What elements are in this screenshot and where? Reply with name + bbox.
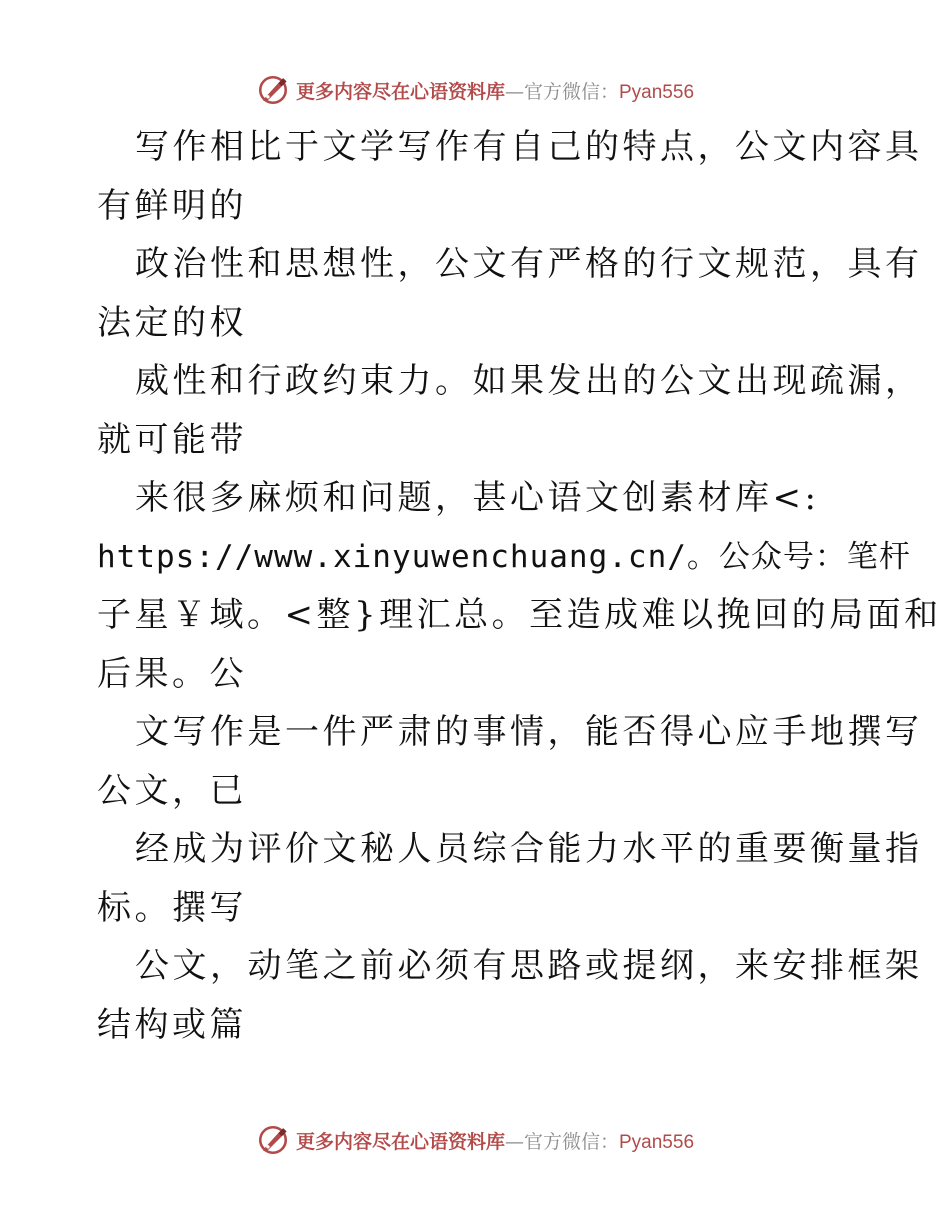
- text-line: 经成为评价文秘人员综合能力水平的重要衡量指: [135, 829, 923, 869]
- text-line: 写作相比于文学写作有自己的特点，公文内容具: [135, 127, 923, 167]
- text-line: 来很多麻烦和问题，甚心语文创素材库<:: [135, 478, 820, 518]
- pen-logo-icon: [256, 1123, 290, 1157]
- text-line: 标。撰写: [97, 887, 247, 928]
- text-line: 有鲜明的: [97, 185, 247, 226]
- watermark-text: [296, 1127, 694, 1154]
- text-line-url: https://www.xinyuwenchuang.cn/。公众号：笔杆: [97, 538, 911, 575]
- text-line: 后果。公: [97, 653, 247, 694]
- watermark-dash: —: [504, 80, 524, 103]
- header-watermark: [0, 70, 950, 110]
- footer-watermark: [0, 1120, 950, 1160]
- text-line: 公文，动笔之前必须有思路或提纲，来安排框架: [135, 946, 923, 986]
- watermark-contact-label: 官方微信：: [523, 80, 619, 103]
- text-line: 文写作是一件严肃的事情，能否得心应手地撰写: [135, 712, 923, 752]
- watermark-text: [296, 77, 694, 104]
- text-line: 法定的权: [97, 302, 247, 343]
- document-body: [97, 118, 942, 1054]
- watermark-wechat-id: Pyan556: [619, 81, 695, 103]
- text-line: 就可能带: [97, 419, 247, 460]
- text-line: 结构或篇: [97, 1004, 247, 1045]
- text-line: 威性和行政约束力。如果发出的公文出现疏漏，: [135, 361, 923, 401]
- watermark-dash: —: [504, 1130, 524, 1153]
- watermark-brand: 更多内容尽在心语资料库: [295, 1130, 505, 1153]
- text-line: 公文，已: [97, 770, 247, 811]
- watermark-contact-label: 官方微信：: [523, 1130, 619, 1153]
- text-line: 子星￥域。<整}理汇总。至造成难以挽回的局面和: [97, 595, 942, 635]
- pen-logo-icon: [256, 73, 290, 107]
- watermark-brand: 更多内容尽在心语资料库: [295, 80, 505, 103]
- watermark-wechat-id: Pyan556: [619, 1131, 695, 1153]
- text-line: 政治性和思想性，公文有严格的行文规范，具有: [135, 244, 923, 284]
